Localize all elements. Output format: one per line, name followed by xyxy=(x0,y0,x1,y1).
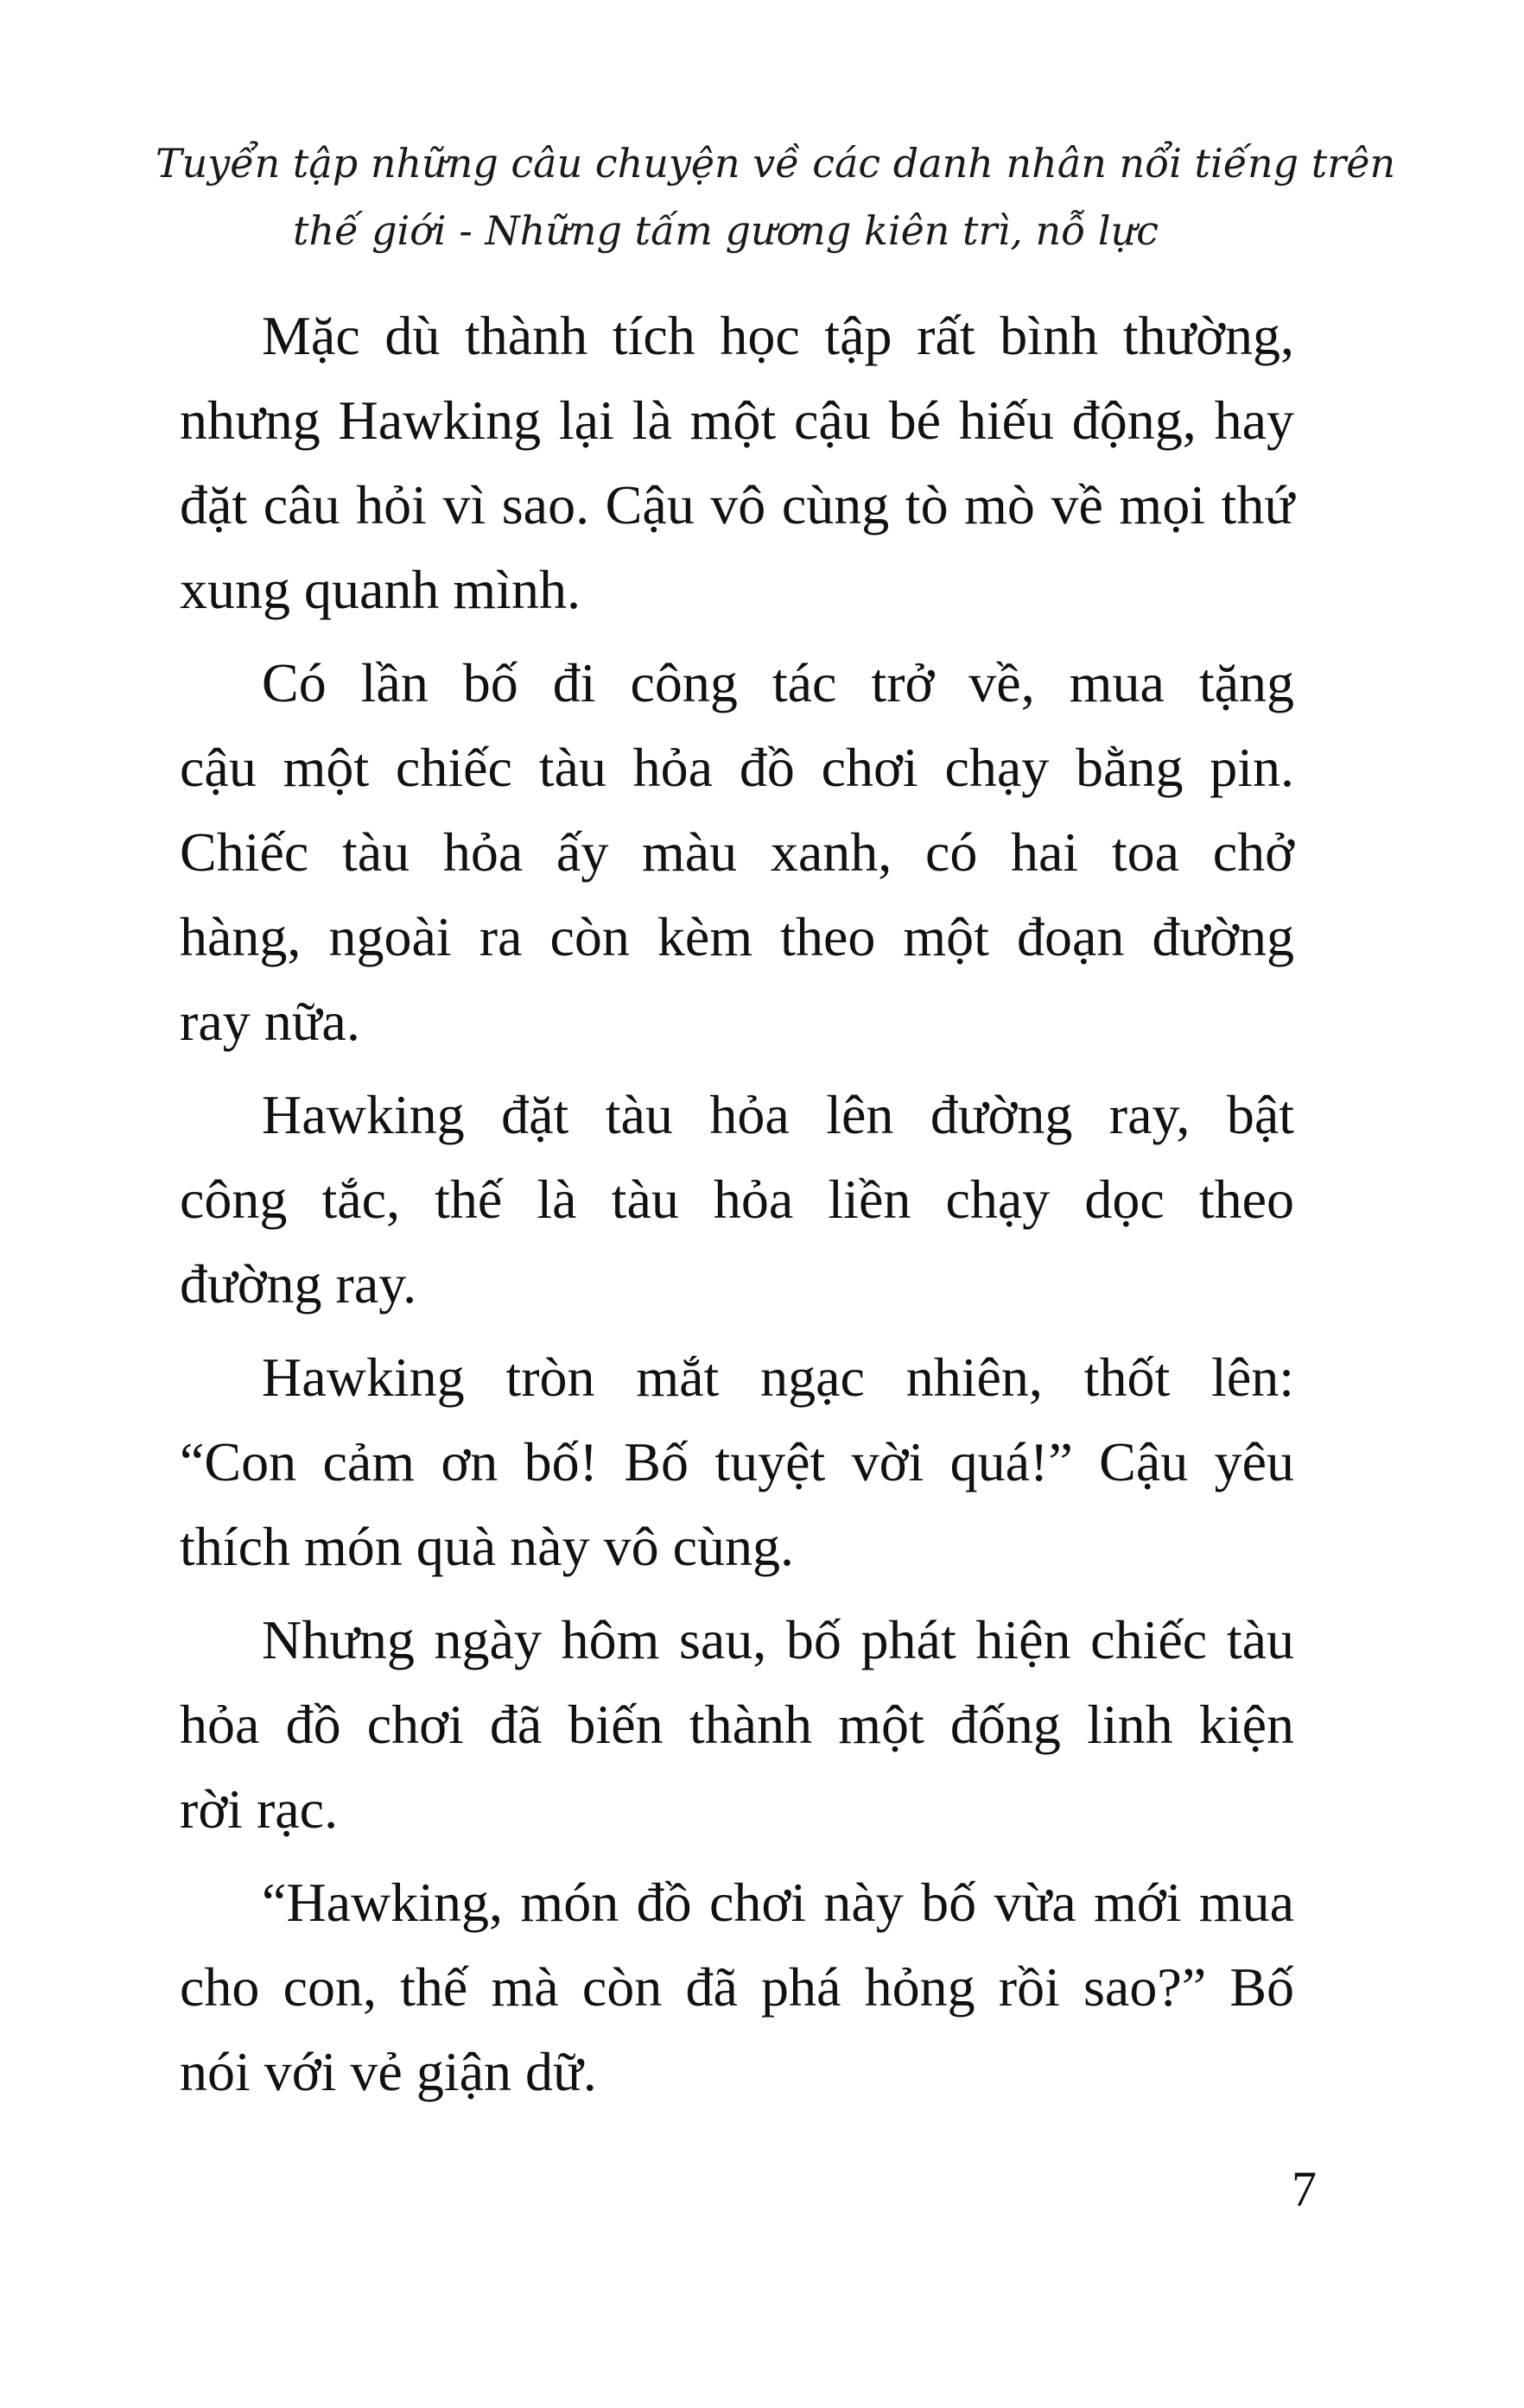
text-line: cho con, thế mà còn đã phá hỏng rồi sao?” Bố xyxy=(180,1956,1294,2018)
text-line: hỏa đồ chơi đã biến thành một đống linh kiện xyxy=(180,1694,1294,1755)
text-line: “Hawking, món đồ chơi này bố vừa mới mua xyxy=(262,1872,1294,1933)
paragraph-6 xyxy=(180,1860,1294,2114)
running-header-line-2: thế giới - Những tấm gương kiên trì, nỗ lực xyxy=(293,207,1159,254)
text-line: Chiếc tàu hỏa ấy màu xanh, có hai toa chở xyxy=(180,821,1294,883)
paragraph-5 xyxy=(180,1598,1294,1852)
text-line: Nhưng ngày hôm sau, bố phát hiện chiếc tàu xyxy=(262,1609,1294,1670)
text-line: Mặc dù thành tích học tập rất bình thường, xyxy=(262,305,1294,366)
paragraph-1 xyxy=(180,294,1294,632)
text-line: ray nữa. xyxy=(180,991,360,1052)
running-header xyxy=(156,130,1396,264)
text-line: Hawking tròn mắt ngạc nhiên, thốt lên: xyxy=(262,1347,1294,1408)
text-line: xung quanh mình. xyxy=(180,559,581,620)
text-line: rời rạc. xyxy=(180,1778,339,1840)
text-line: công tắc, thế là tàu hỏa liền chạy dọc theo xyxy=(180,1169,1294,1230)
page-number: 7 xyxy=(1292,2161,1317,2217)
text-line: thích món quà này vô cùng. xyxy=(180,1516,794,1577)
text-line: Hawking đặt tàu hỏa lên đường ray, bật xyxy=(262,1084,1294,1145)
running-header-line-1: Tuyển tập những câu chuyện về các danh nhân nổi tiếng trên xyxy=(156,140,1396,187)
text-line: nói với vẻ giận dữ. xyxy=(180,2041,597,2102)
body-text xyxy=(180,294,1294,2123)
text-line: Có lần bố đi công tác trở về, mua tặng xyxy=(262,652,1294,713)
text-line: đường ray. xyxy=(180,1253,417,1315)
text-line: hàng, ngoài ra còn kèm theo một đoạn đường xyxy=(180,906,1294,967)
text-line: nhưng Hawking lại là một cậu bé hiếu động, hay xyxy=(180,390,1294,451)
text-line: “Con cảm ơn bố! Bố tuyệt vời quá!” Cậu yêu xyxy=(180,1431,1294,1492)
text-line: đặt câu hỏi vì sao. Cậu vô cùng tò mò về mọi thứ xyxy=(180,474,1294,535)
paragraph-3 xyxy=(180,1073,1294,1327)
paragraph-4 xyxy=(180,1335,1294,1589)
text-line: cậu một chiếc tàu hỏa đồ chơi chạy bằng pin. xyxy=(180,737,1294,798)
paragraph-2 xyxy=(180,641,1294,1064)
